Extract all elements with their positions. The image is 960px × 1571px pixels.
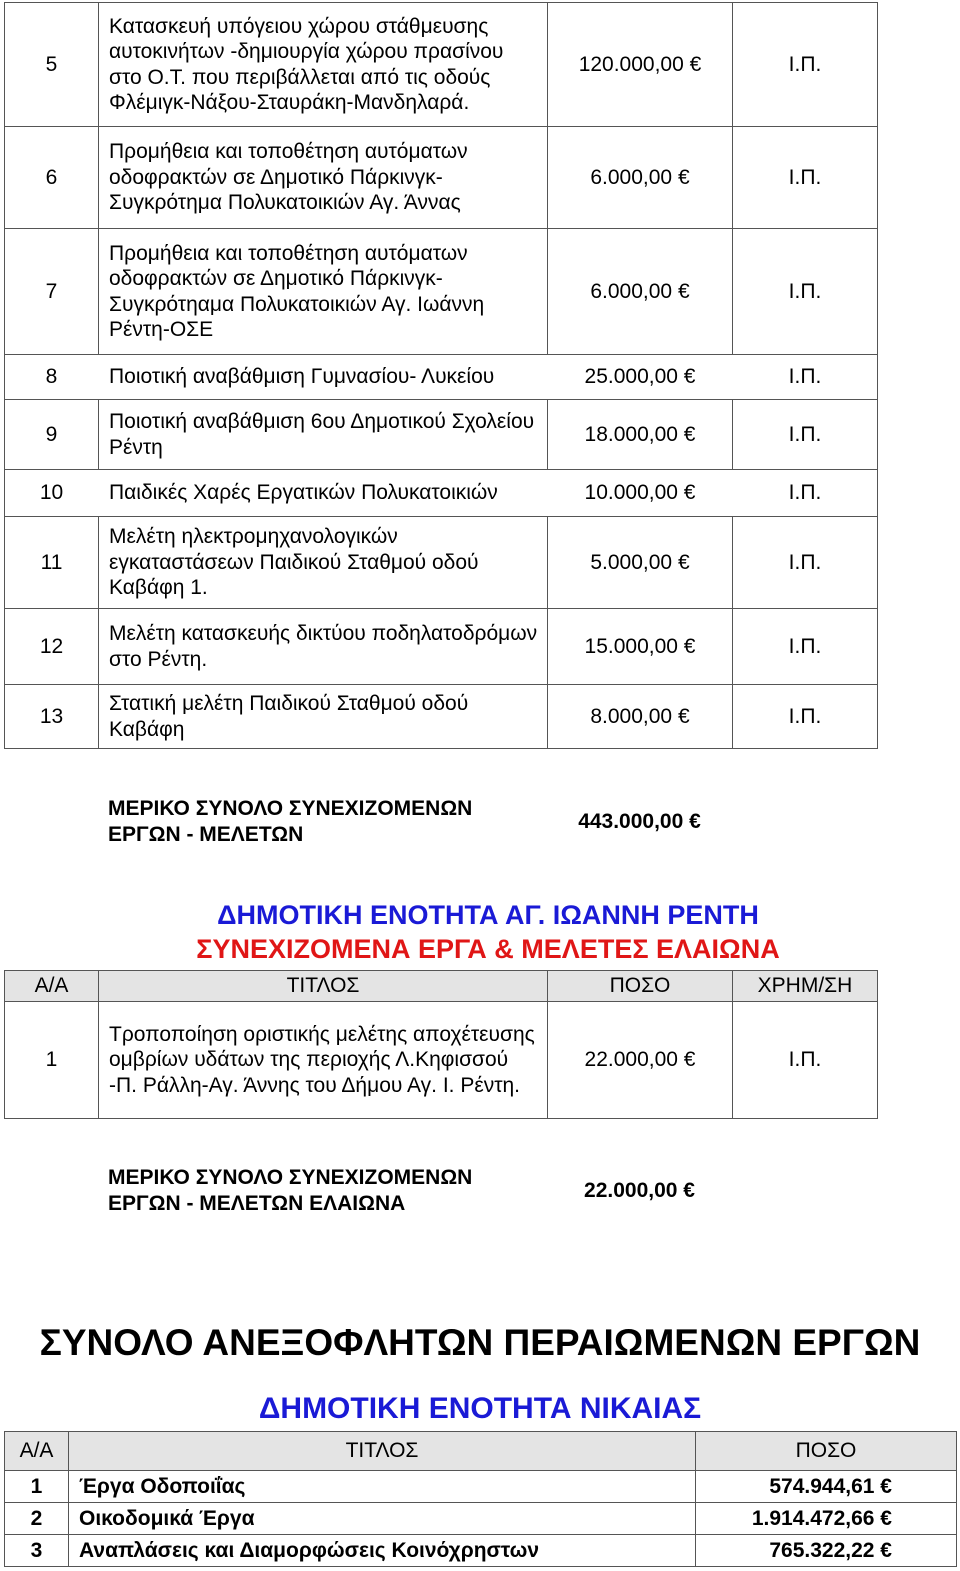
row-financing: Ι.Π. <box>733 1002 878 1119</box>
elaiona-table <box>4 970 878 1119</box>
subtotal-label <box>108 1165 528 1217</box>
row-financing: Ι.Π. <box>733 355 878 400</box>
row-number: 11 <box>5 517 99 609</box>
row-number: 9 <box>5 400 99 470</box>
column-header: ΧΡΗΜ/ΣΗ <box>733 971 878 1002</box>
row-financing: Ι.Π. <box>733 517 878 609</box>
column-header: Α/Α <box>5 1432 69 1471</box>
table-row <box>5 685 878 749</box>
column-header: ΠΟΣΟ <box>696 1432 957 1471</box>
table-row <box>5 355 878 400</box>
subtotal-amount: 22.000,00 € <box>584 1179 695 1202</box>
row-title: Μελέτη ηλεκτρομηχανολογικών εγκαταστάσεων Παιδικού Σταθμού οδού Καβάφη 1. <box>99 517 548 609</box>
works-table <box>4 2 878 749</box>
row-title: Ποιοτική αναβάθμιση Γυμνασίου- Λυκείου <box>99 355 548 400</box>
row-amount: 120.000,00 € <box>548 3 733 127</box>
column-header: ΤΙΤΛΟΣ <box>99 971 548 1002</box>
subtotal-amount: 443.000,00 € <box>578 810 701 833</box>
table-row <box>5 1002 878 1119</box>
table-header-row <box>5 971 878 1002</box>
column-header: Α/Α <box>5 971 99 1002</box>
column-header: ΠΟΣΟ <box>548 971 733 1002</box>
row-title: Ποιοτική αναβάθμιση 6ου Δημοτικού Σχολείου Ρέντη <box>99 400 548 470</box>
row-number: 6 <box>5 127 99 229</box>
table-header-row <box>5 1432 957 1471</box>
row-amount: 765.322,22 € <box>696 1535 957 1567</box>
row-amount: 5.000,00 € <box>548 517 733 609</box>
section-heading: ΔΗΜΟΤΙΚΗ ΕΝΟΤΗΤΑ ΑΓ. ΙΩΑΝΝΗ ΡΕΝΤΗ <box>217 900 759 930</box>
table-row <box>5 517 878 609</box>
row-title: Προμήθεια και τοποθέτηση αυτόματων οδοφρακτών σε Δημοτικό Πάρκινγκ- Συγκρότημα Πολυκατοικιών Αγ. Άννας <box>99 127 548 229</box>
subtotal-label-line1: ΜΕΡΙΚΟ ΣΥΝΟΛΟ ΣΥΝΕΧΙΖΟΜΕΝΩΝ <box>108 1166 473 1189</box>
row-number: 2 <box>5 1503 69 1535</box>
table-row <box>5 1471 957 1503</box>
section-heading: ΔΗΜΟΤΙΚΗ ΕΝΟΤΗΤΑ ΝΙΚΑΙΑΣ <box>258 1392 702 1425</box>
subtotal-label-line1: ΜΕΡΙΚΟ ΣΥΝΟΛΟ ΣΥΝΕΧΙΖΟΜΕΝΩΝ <box>108 797 473 820</box>
row-financing: Ι.Π. <box>733 400 878 470</box>
table-row <box>5 1535 957 1567</box>
row-number: 10 <box>5 470 99 517</box>
row-amount: 18.000,00 € <box>548 400 733 470</box>
row-amount: 25.000,00 € <box>548 355 733 400</box>
table-row <box>5 400 878 470</box>
row-number: 1 <box>5 1002 99 1119</box>
row-financing: Ι.Π. <box>733 127 878 229</box>
row-amount: 574.944,61 € <box>696 1471 957 1503</box>
row-financing: Ι.Π. <box>733 685 878 749</box>
row-number: 5 <box>5 3 99 127</box>
row-title: Προμήθεια και τοποθέτηση αυτόματων οδοφρακτών σε Δημοτικό Πάρκινγκ- Συγκρότηαμα Πολυκατοικιών Αγ. Ιωάννη Ρέντη-ΟΣΕ <box>99 229 548 355</box>
row-financing: Ι.Π. <box>733 229 878 355</box>
subtotal-label-line2: ΕΡΓΩΝ - ΜΕΛΕΤΩΝ <box>108 823 304 846</box>
row-number: 13 <box>5 685 99 749</box>
row-amount: 8.000,00 € <box>548 685 733 749</box>
subtotal-label-line2: ΕΡΓΩΝ - ΜΕΛΕΤΩΝ ΕΛΑΙΩΝΑ <box>108 1192 406 1215</box>
row-amount: 15.000,00 € <box>548 609 733 685</box>
table-row <box>5 609 878 685</box>
row-financing: Ι.Π. <box>733 609 878 685</box>
row-title: Τροποποίηση οριστικής μελέτης αποχέτευσης ομβρίων υδάτων της περιοχής Λ.Κηφισσού -Π. Ράλλη-Αγ. Άννης του Δήμου Αγ. Ι. Ρέντη. <box>99 1002 548 1119</box>
table-row <box>5 3 878 127</box>
column-header: ΤΙΤΛΟΣ <box>69 1432 696 1471</box>
subtotal-label <box>108 796 528 848</box>
row-amount: 6.000,00 € <box>548 127 733 229</box>
row-title: Παιδικές Χαρές Εργατικών Πολυκατοικιών <box>99 470 548 517</box>
row-title: Έργα Οδοποιΐας <box>69 1471 696 1503</box>
row-title: Μελέτη κατασκευής δικτύου ποδηλατοδρόμων στο Ρέντη. <box>99 609 548 685</box>
row-amount: 22.000,00 € <box>548 1002 733 1119</box>
row-amount: 1.914.472,66 € <box>696 1503 957 1535</box>
table-row <box>5 1503 957 1535</box>
page-title: ΣΥΝΟΛΟ ΑΝΕΞΟΦΛΗΤΩΝ ΠΕΡΑΙΩΜΕΝΩΝ ΕΡΓΩΝ <box>39 1322 921 1363</box>
table-row <box>5 229 878 355</box>
row-title: Αναπλάσεις και Διαμορφώσεις Κοινόχρηστων <box>69 1535 696 1567</box>
row-amount: 10.000,00 € <box>548 470 733 517</box>
section-subheading: ΣΥΝΕΧΙΖΟΜΕΝΑ ΕΡΓΑ & ΜΕΛΕΤΕΣ ΕΛΑΙΩΝΑ <box>196 934 780 964</box>
table-row <box>5 470 878 517</box>
nikaia-table <box>4 1431 957 1567</box>
table-row <box>5 127 878 229</box>
row-number: 12 <box>5 609 99 685</box>
row-financing: Ι.Π. <box>733 3 878 127</box>
row-number: 8 <box>5 355 99 400</box>
row-title: Κατασκευή υπόγειου χώρου στάθμευσης αυτοκινήτων -δημιουργία χώρου πρασίνου στο Ο.Τ. που περιβάλλεται από τις οδούς Φλέμιγκ-Νάξου-Σταυράκη-Μανδηλαρά. <box>99 3 548 127</box>
row-number: 1 <box>5 1471 69 1503</box>
row-number: 7 <box>5 229 99 355</box>
row-title: Στατική μελέτη Παιδικού Σταθμού οδού Καβάφη <box>99 685 548 749</box>
row-financing: Ι.Π. <box>733 470 878 517</box>
row-title: Οικοδομικά Έργα <box>69 1503 696 1535</box>
row-number: 3 <box>5 1535 69 1567</box>
row-amount: 6.000,00 € <box>548 229 733 355</box>
